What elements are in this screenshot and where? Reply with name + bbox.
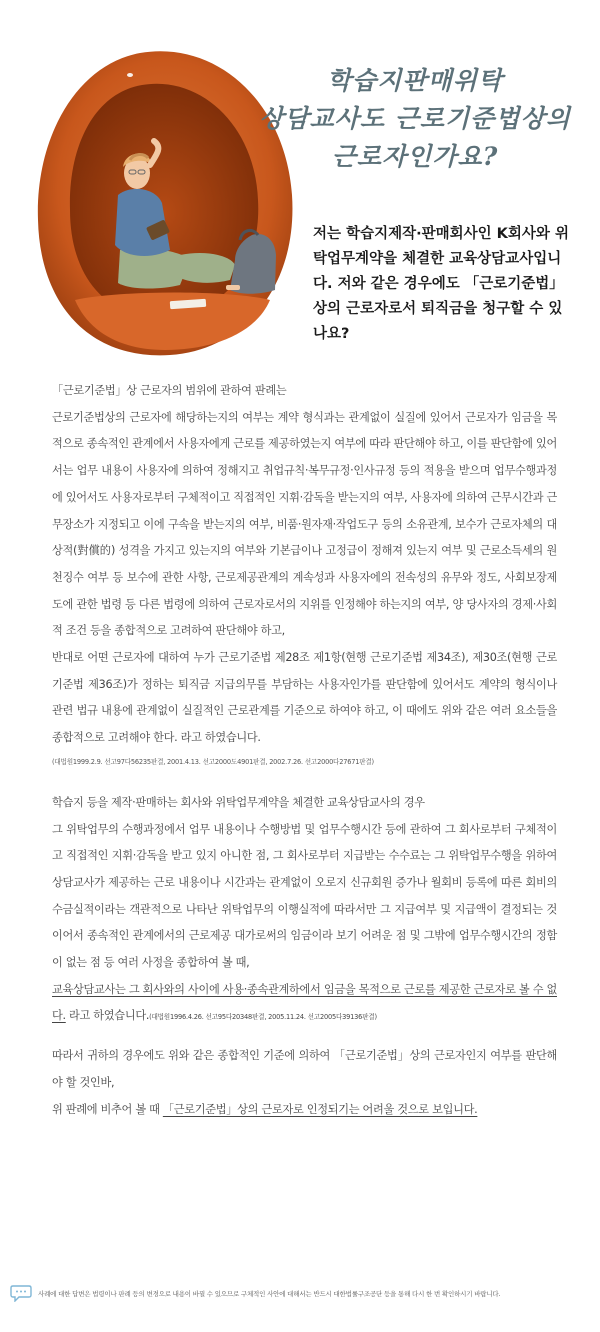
section3-line-1: 따라서 귀하의 경우에도 위와 같은 종합적인 기준에 의하여 「근로기준법」상의 근로자인지 여부를 판단해야 할 것인바, xyxy=(52,1049,557,1089)
disclaimer-text: 사례에 대한 답변은 법령이나 판례 등의 변경으로 내용이 바뀔 수 있으므로 구체적인 사안에 대해서는 반드시 대한법률구조공단 등을 통해 다시 한 번 확인하시기 바랍니다. xyxy=(38,1289,501,1298)
section3-conclusion: 「근로기준법」상의 근로자로 인정되기는 어려울 것으로 보입니다. xyxy=(162,1102,478,1116)
page-title xyxy=(245,62,585,176)
section1-citation: (대법원1999.2.9. 선고97다56235판결, 2001.4.13. 선고2000도4901판결, 2002.7.26. 선고2000다27671판결) xyxy=(52,757,374,766)
section2 xyxy=(52,790,557,1031)
section1-body-2: 반대로 어떤 근로자에 대하여 누가 근로기준법 제28조 제1항(현행 근로기준법 제34조), 제30조(현행 근로기준법 제36조)가 정하는 퇴직금 지급의무를 부담하는 사용자인가를 판단함에 있어서도 계약의 형식이나 관련 법규 내용에 관계없이 실질적인 근로관계를 기준으로 하여야 하고, 이 때에도 위와 같은 여러 요소들을 종합적으로 고려해야 한다. 라고 하였습니다. xyxy=(52,651,557,745)
section2-conclusion-paragraph xyxy=(52,977,557,1031)
section2-heading: 학습지 등을 제작·판매하는 회사와 위탁업무계약을 체결한 교육상담교사의 경우 xyxy=(52,795,425,809)
section3-line-2-prefix: 위 판례에 비추어 볼 때 xyxy=(52,1102,163,1116)
section2-body: 그 위탁업무의 수행과정에서 업무 내용이나 수행방법 및 업무수행시간 등에 관하여 그 회사로부터 구체적이고 직접적인 지휘·감독을 받고 있지 아니한 점, 그 회사로부터 지급받는 수수료는 그 위탁업무수행을 위하여 상담교사가 제공하는 근로 내용이나 시간과는 관계없이 오로지 신규회원 증가나 월회비 등록에 따른 회비의 수금실적이라는 객관적으로 나타난 위탁업무의 이행실적에 따라서만 그 지급여부 및 지급액이 결정되는 것이어서 종속적인 관계에서의 근로제공 대가로써의 임금이라 보기 어려운 점 및 그밖에 업무수행시간의 정함이 없는 점 등 여러 사정을 종합하여 볼 때, xyxy=(52,822,557,970)
title-line-1: 학습지판매위탁 xyxy=(326,66,504,95)
section2-citation: (대법원1996.4.26. 선고95다20348판결, 2005.11.24. 선고2005다39136판결) xyxy=(149,1013,377,1022)
section1-body: 근로기준법상의 근로자에 해당하는지의 여부는 계약 형식과는 관계없이 실질에 있어서 근로자가 임금을 목적으로 종속적인 관계에서 사용자에게 근로를 제공하였는지 여부에 따라 판단해야 하고, 이를 판단함에 있어서는 업무 내용이 사용자에 의하여 정해지고 취업규칙·복무규정·인사규정 등의 적용을 받으며 업무수행과정에 있어서도 사용자로부터 구체적이고 직접적인 지휘·감독을 받는지의 여부, 사용자에 의하여 근무시간과 근무장소가 지정되고 이에 구속을 받는지의 여부, 비품·원자재·작업도구 등의 소유관계, 보수가 근로자체의 대상적(對償的) 성격을 가지고 있는지의 여부와 기본급이나 고정급이 정해져 있는지 여부 및 근로소득세의 원천징수 여부 등 보수에 관한 사항, 근로제공관계의 계속성과 사용자에의 전속성의 유무와 정도, 사회보장제도에 관한 법령 등 다른 법령에 의하여 근로자로서의 지위를 인정해야 하는지의 여부, 양 당사자의 경제·사회적 조건 등을 종합적으로 고려하여 판단해야 하고, xyxy=(52,410,557,638)
section2-conclusion-tail: 라고 하였습니다. xyxy=(65,1009,150,1023)
disclaimer-footnote xyxy=(10,1282,595,1304)
section3-line-2 xyxy=(52,1097,557,1124)
title-line-2: 상담교사도 근로기준법상의 xyxy=(259,104,571,133)
section3 xyxy=(52,1043,557,1123)
question-text: 저는 학습지제작·판매회사인 K회사와 위탁업무계약을 체결한 교육상담교사입니다. 저와 같은 경우에도 「근로기준법」상의 근로자로서 퇴직금을 청구할 수 있나요? xyxy=(313,226,569,342)
section2-conclusion: 교육상담교사는 그 회사와의 사이에 사용·종속관계하에서 임금을 목적으로 근로를 제공한 근로자로 볼 수 없다. xyxy=(52,982,557,1023)
title-line-3: 근로자인가요? xyxy=(331,142,499,171)
hero-section xyxy=(0,0,600,360)
answer-content xyxy=(52,378,557,1123)
section1-heading: 「근로기준법」상 근로자의 범위에 관하여 판례는 xyxy=(52,384,287,397)
speech-bubble-icon xyxy=(10,1284,32,1302)
